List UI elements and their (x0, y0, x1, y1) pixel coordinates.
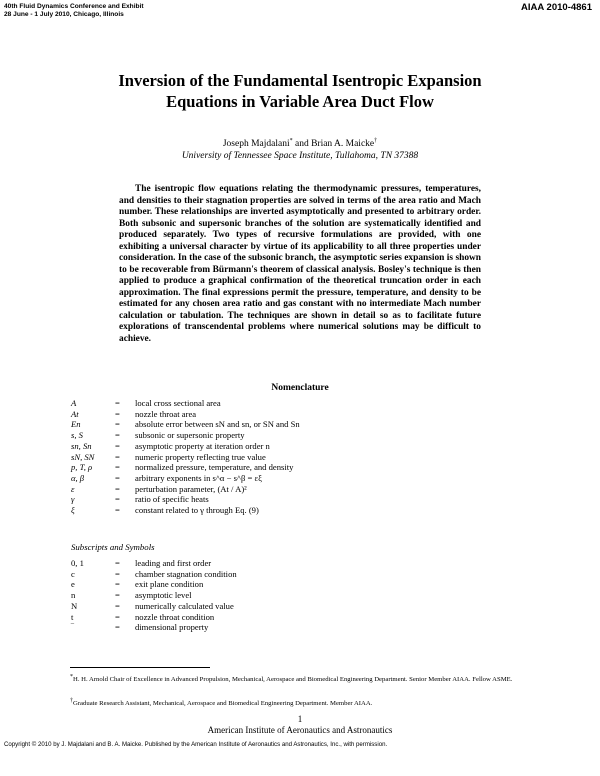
nomenclature-row (71, 409, 300, 420)
nomenclature-desc: nozzle throat area (135, 408, 197, 419)
subscript-symbol: n (71, 590, 76, 601)
nomenclature-symbol: sn, Sn (71, 440, 92, 451)
nomenclature-row (71, 484, 300, 495)
subscript-symbol: N (71, 600, 78, 611)
nomenclature-row (71, 430, 300, 441)
copyright-notice: Copyright © 2010 by J. Majdalani and B. A. Maicke. Published by the American Institute of Aeronautics and Astronautics, Inc., with permission. (4, 741, 388, 748)
nomenclature-row (71, 462, 300, 473)
nomenclature-title: Nomenclature (271, 383, 329, 393)
subscripts-list (71, 558, 237, 633)
footnote-2-text: Graduate Research Assistant, Mechanical, Aerospace and Biomedical Engineering Department. Member AIAA. (73, 700, 373, 708)
subscript-desc: chamber stagnation condition (135, 568, 237, 579)
nomenclature-list (71, 398, 300, 516)
subscript-desc: exit plane condition (135, 579, 204, 590)
author-2-mark: † (374, 138, 378, 144)
nomenclature-symbol: ξ (71, 505, 75, 516)
author-joiner: and (292, 139, 312, 150)
nomenclature-desc: asymptotic property at iteration order n (135, 440, 270, 451)
subscripts-title: Subscripts and Symbols (71, 542, 155, 552)
nomenclature-row (71, 441, 300, 452)
conference-dates: 28 June - 1 July 2010, Chicago, Illinois (4, 11, 124, 18)
nomenclature-symbol: γ (71, 494, 75, 505)
paper-id: AIAA 2010-4861 (521, 2, 592, 13)
nomenclature-symbol: A (71, 398, 77, 408)
subscript-symbol: e (71, 579, 75, 590)
subscript-eq: = (115, 611, 120, 622)
subscript-eq: = (115, 622, 120, 633)
nomenclature-eq: = (115, 462, 120, 473)
page-number: 1 (297, 714, 303, 724)
nomenclature-symbol: sN, SN (71, 451, 95, 462)
nomenclature-eq: = (115, 419, 120, 430)
nomenclature-eq: = (115, 451, 120, 462)
author-2: Brian A. Maicke (311, 139, 375, 150)
subscript-eq: = (115, 590, 120, 601)
nomenclature-symbol: s, S (71, 430, 83, 441)
nomenclature-symbol: p, T, ρ (71, 462, 93, 473)
conference-name: 40th Fluid Dynamics Conference and Exhibit (4, 3, 144, 10)
subscript-row (71, 590, 237, 601)
subscript-symbol: c (71, 568, 75, 579)
nomenclature-row (71, 419, 300, 430)
subscript-eq: = (115, 600, 120, 611)
nomenclature-eq: = (115, 440, 120, 451)
nomenclature-symbol: At (71, 408, 79, 419)
nomenclature-desc: subsonic or supersonic property (135, 430, 245, 441)
subscript-row (71, 569, 237, 580)
subscript-eq: = (115, 568, 120, 579)
nomenclature-desc: local cross sectional area (135, 398, 221, 408)
nomenclature-desc: perturbation parameter, (At / A)² (135, 483, 247, 494)
title-line-2: Equations in Variable Area Duct Flow (166, 92, 434, 111)
subscript-row (71, 601, 237, 612)
nomenclature-desc: constant related to γ through Eq. (9) (135, 505, 259, 516)
nomenclature-eq: = (115, 472, 120, 483)
nomenclature-desc: numeric property reflecting true value (135, 451, 266, 462)
abstract: The isentropic flow equations relating the thermodynamic pressures, temperatures, and densities to their stagnation properties are solved in terms of the area ratio and Mach number. These relationships are inverted asymptotically and presented to arbitrary order. Both subsonic and supersonic branches of the solution are systematically identified and produced separately. Two types of recursive formulations are provided, with one exhibiting a universal character by virtue of its applicability to all three properties under consideration. In the case of the subsonic branch, the asymptotic series expansion is shown to be recoverable from Bürmann's theorem of classical analysis. Bosley's technique is then applied to produce a graphical confirmation of the theoretical truncation order in each approximation. The final expressions permit the pressure, temperature, and density to be estimated for any chosen area ratio and gas constant with no intermediate Mach number calculation or tabulation. The techniques are shown in detail so as to facilitate future explorations of transcendental problems where numerical solutions may be difficult to achieve. (119, 184, 481, 344)
footnote-1 (70, 673, 540, 685)
subscript-row (71, 622, 237, 633)
nomenclature-eq: = (115, 483, 120, 494)
nomenclature-desc: ratio of specific heats (135, 494, 209, 505)
subscript-desc: leading and first order (135, 558, 212, 568)
nomenclature-eq: = (115, 398, 120, 408)
footnote-1-text: H. H. Arnold Chair of Excellence in Advanced Propulsion, Mechanical, Aerospace and Biomedical Engineering Department. Senior Member AIAA. Fellow ASME. (73, 676, 513, 684)
footnote-2-mark: † (70, 698, 73, 704)
nomenclature-eq: = (115, 505, 120, 516)
subscript-desc: asymptotic level (135, 590, 192, 601)
affiliation: University of Tennessee Space Institute, Tullahoma, TN 37388 (181, 151, 419, 162)
nomenclature-desc: normalized pressure, temperature, and density (135, 462, 294, 473)
subscript-desc: dimensional property (135, 622, 209, 633)
subscript-symbol: t (71, 611, 74, 622)
subscript-desc: nozzle throat condition (135, 611, 215, 622)
subscript-eq: = (115, 558, 120, 568)
nomenclature-eq: = (115, 494, 120, 505)
conference-header (4, 3, 144, 19)
nomenclature-eq: = (115, 430, 120, 441)
nomenclature-row (71, 452, 300, 463)
author-block (60, 135, 540, 162)
subscript-row (71, 558, 237, 569)
footnote-divider (70, 667, 210, 668)
subscript-row (71, 579, 237, 590)
nomenclature-row (71, 398, 300, 409)
subscript-row (71, 612, 237, 623)
nomenclature-row (71, 473, 300, 484)
nomenclature-desc: absolute error between sN and sn, or SN and Sn (135, 419, 300, 430)
subscript-eq: = (115, 579, 120, 590)
nomenclature-row (71, 505, 300, 516)
nomenclature-symbol: ε (71, 483, 75, 494)
title-line-1: Inversion of the Fundamental Isentropic Expansion (118, 71, 482, 90)
nomenclature-symbol: α, β (71, 472, 85, 483)
footnote-1-mark: * (70, 674, 73, 680)
subscript-desc: numerically calculated value (135, 600, 234, 611)
nomenclature-row (71, 494, 300, 505)
nomenclature-desc: arbitrary exponents in s^α − s^β = εξ (135, 472, 262, 483)
nomenclature-eq: = (115, 408, 120, 419)
nomenclature-symbol: En (71, 419, 81, 430)
footnote-2 (70, 697, 540, 709)
subscript-symbol: ‾ (71, 622, 74, 633)
author-1-mark: * (289, 138, 293, 144)
paper-title (60, 70, 540, 112)
institute-name: American Institute of Aeronautics and Astronautics (207, 725, 393, 735)
author-1: Joseph Majdalani (222, 139, 290, 150)
subscript-symbol: 0, 1 (71, 558, 84, 568)
author-names (60, 135, 540, 150)
